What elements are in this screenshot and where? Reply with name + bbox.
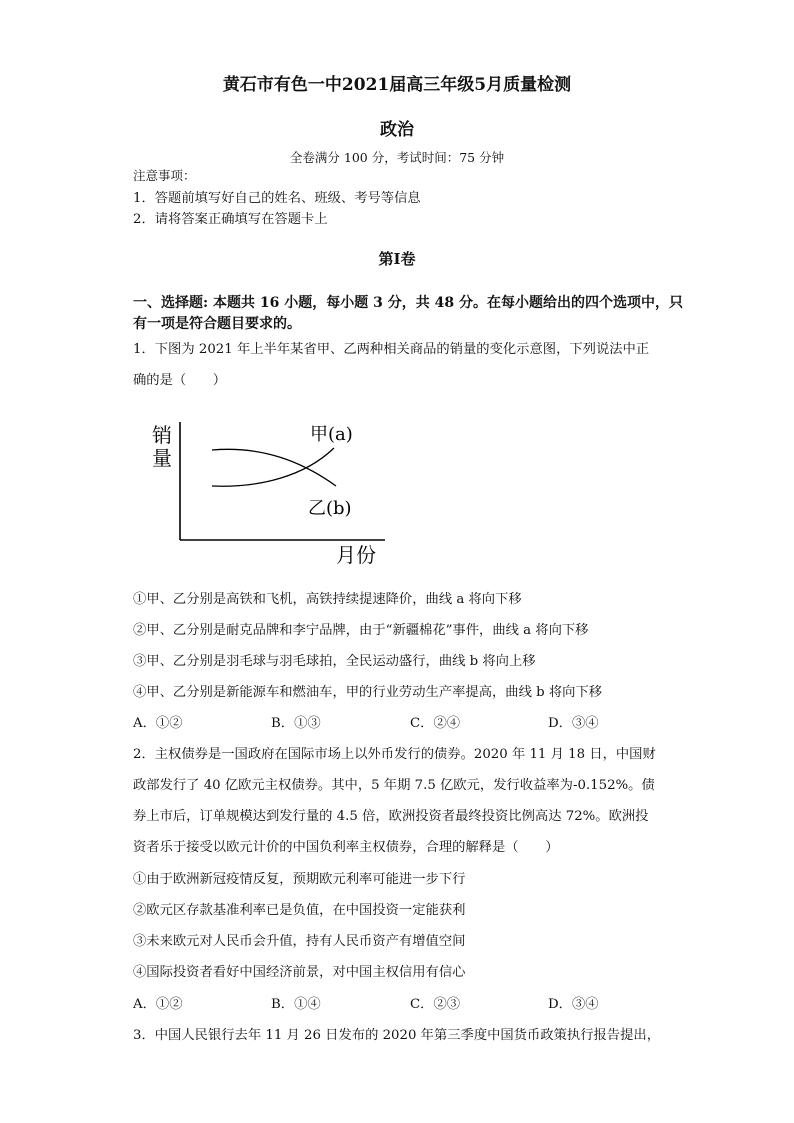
x-label: 月份: [336, 543, 376, 567]
statement: ④甲、乙分别是新能源车和燃油车，甲的行业劳动生产率提高，曲线 b 将向下移: [133, 685, 603, 700]
curve-b: [212, 448, 334, 486]
curve-b-label: 乙(b): [308, 498, 352, 519]
option-a: A．①②: [133, 997, 183, 1012]
statement: ①由于欧洲新冠疫情反复，预期欧元利率可能进一步下行: [133, 872, 466, 887]
section-instruction-line: 有一项是符合题目要求的。: [133, 316, 301, 332]
note-item: 2．请将答案正确填写在答题卡上: [133, 212, 328, 227]
option-d: D．③④: [548, 716, 599, 731]
question-stem: 资者乐于接受以欧元计价的中国负利率主权债券，合理的解释是（ ）: [133, 840, 559, 855]
question-stem: 2．主权债券是一国政府在国际市场上以外币发行的债券。2020 年 11 月 18 日，中国财: [133, 747, 656, 762]
question-stem: 券上市后，订单规模达到发行量的 4.5 倍，欧洲投资者最终投资比例高达 72%。欧洲投: [133, 809, 649, 824]
note-item: 1．答题前填写好自己的姓名、班级、考号等信息: [133, 191, 421, 206]
question-stem: 确的是（ ）: [133, 373, 227, 388]
statement: ③未来欧元对人民币会升值，持有人民币资产有增值空间: [133, 934, 466, 949]
notes-heading: 注意事项：: [133, 168, 196, 183]
option-a: A．①②: [133, 716, 183, 731]
option-c: C．②③: [410, 997, 461, 1012]
exam-title: 黄石市有色一中2021届高三年级5月质量检测: [222, 75, 572, 95]
y-label-bottom: 量: [152, 446, 172, 470]
statement: ④国际投资者看好中国经济前景，对中国主权信用有信心: [133, 965, 466, 980]
option-d: D．③④: [548, 997, 599, 1012]
y-label-top: 销: [152, 423, 172, 447]
option-b: B．①④: [271, 997, 321, 1012]
question-stem: 1．下图为 2021 年上半年某省甲、乙两种相关商品的销量的变化示意图，下列说法中正: [133, 342, 650, 357]
option-c: C．②④: [410, 716, 461, 731]
section-instruction-line: 一、选择题: 本题共 16 小题，每小题 3 分，共 48 分。在每小题给出的四个选项中，只: [133, 295, 683, 311]
question-stem: 3．中国人民银行去年 11 月 26 日发布的 2020 年第三季度中国货币政策执行报告提出，: [133, 1028, 660, 1043]
statement: ③甲、乙分别是羽毛球与羽毛球拍，全民运动盛行，曲线 b 将向上移: [133, 654, 536, 669]
statement: ②甲、乙分别是耐克品牌和李宁品牌，由于“新疆棉花”事件，曲线 a 将向下移: [133, 623, 589, 638]
option-b: B．①③: [271, 716, 321, 731]
sales-volume-diagram: [140, 408, 400, 573]
question-stem: 政部发行了 40 亿欧元主权债券。其中，5 年期 7.5 亿欧元，发行收益率为-0.152%。债: [133, 778, 655, 793]
statement: ②欧元区存款基准利率已是负值，在中国投资一定能获利: [133, 903, 466, 918]
statement: ①甲、乙分别是高铁和飞机，高铁持续提速降价，曲线 a 将向下移: [133, 592, 522, 607]
volume-title: 第I卷: [378, 250, 416, 268]
exam-info: 全卷满分 100 分，考试时间：75 分钟: [289, 150, 505, 165]
subject-title: 政治: [380, 120, 414, 140]
curve-a-label: 甲(a): [310, 424, 353, 445]
